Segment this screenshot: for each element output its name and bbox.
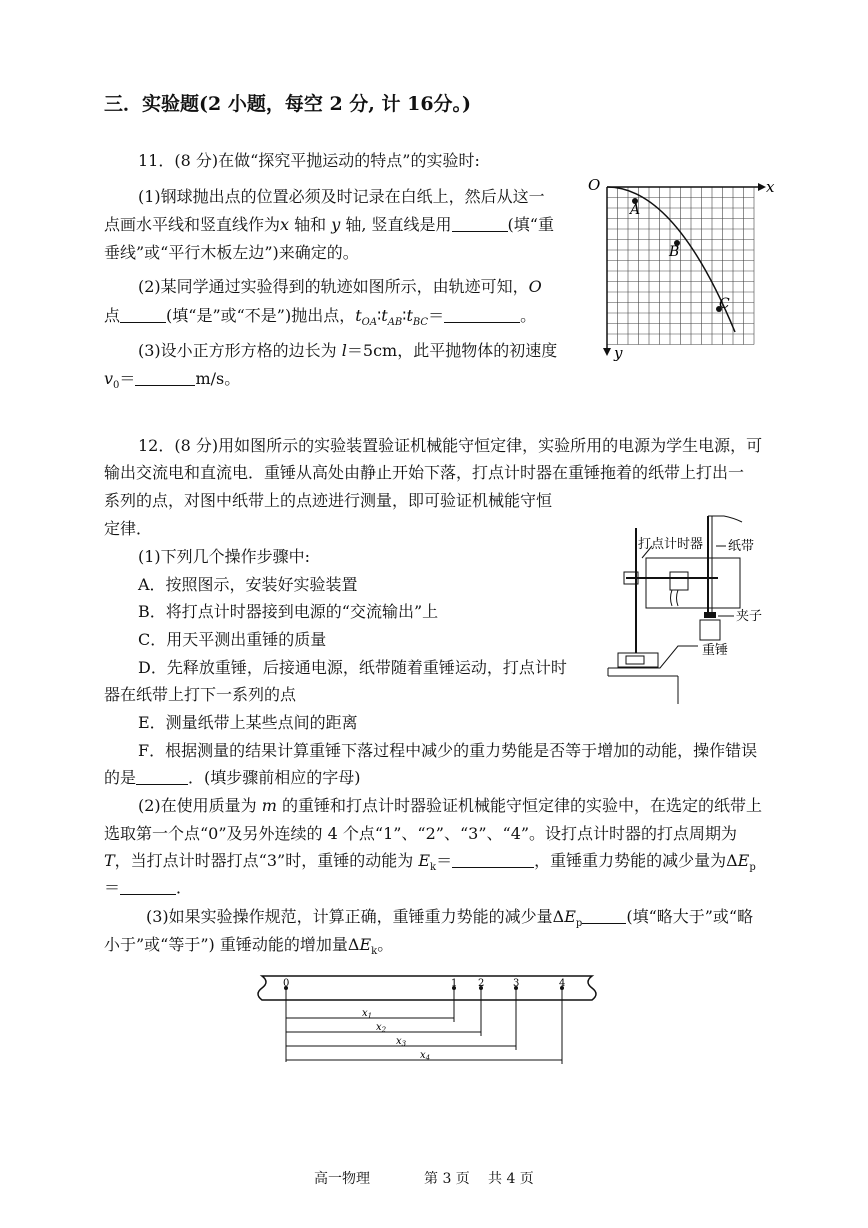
dim-label-x1: $x_1$ [362,1008,373,1020]
var-E: E [359,935,372,954]
dim-label-x3: $x_3$ [396,1036,407,1048]
q11-p2-line1 [138,276,542,298]
q12-step-A: A．按照图示，安装好实验装置 [138,575,358,594]
text: ，重锤重力势能的减少量为Δ [534,851,738,870]
q12-step-F1: F．根据测量的结果计算重锤下落过程中减少的重力势能是否等于增加的动能，操作错误 [138,741,758,760]
text: ，当打点计时器打点“3”时，重锤的动能为 [114,851,419,870]
tape-label-1: 1 [451,978,458,989]
q11-p3-line2 [104,368,240,397]
q12-step-C: C．用天平测出重锤的质量 [138,630,327,649]
q12-p2-line2: 选取第一个点“0”及另外连续的 4 个点“1”、“2”、“3”、“4”。设打点计时器的打点周期为 [104,824,738,843]
var-E: E [418,851,430,870]
var-t: t [381,306,388,325]
var-t: t [355,306,362,325]
sub: p [575,918,583,930]
paper-tape-figure [248,970,608,1070]
label-x: x [766,178,775,196]
text: ＝ [428,306,445,325]
label-tape: 纸带 [728,539,755,554]
trajectory-graph [580,170,780,365]
q12-p3-line1 [146,906,753,935]
answer-blank[interactable] [135,369,195,386]
text: (2)某同学通过实验得到的轨迹如图所示，由轨迹可知， [138,277,529,296]
text: (填“是”或“不是”)抛出点， [166,306,356,325]
answer-blank[interactable] [136,768,188,785]
text: ＝ [104,878,121,897]
var-E: E [564,907,576,926]
q12-step-F2 [104,767,361,789]
text: ．(填步骤前相应的字母) [188,768,361,787]
var-l: l [341,341,347,360]
tape-label-3: 3 [513,978,520,989]
text: ＝ [436,851,453,870]
footer-subject: 高一物理 [314,1171,370,1187]
text: 点画水平线和竖直线作为 [104,215,281,234]
text: 。 [377,935,394,954]
tape-outline [258,976,596,1000]
var-O: O [528,277,542,296]
label-C: C [719,296,730,312]
q12-p2-line1 [138,795,762,817]
q11-p1-line3: 垂线”或“平行木板左边”)来确定的。 [104,243,359,262]
q12-line4: 定律． [104,519,153,538]
text: 的重锤和打点计时器验证机械能守恒定律的实验中，在选定的纸带上 [276,796,763,815]
timer-wires [671,590,679,606]
y-arrow [603,348,611,356]
sub: k [430,862,437,874]
sub: BC [412,317,429,329]
text: 轴, 竖直线是用 [340,215,452,234]
q12-step-intro: (1)下列几个操作步骤中: [138,547,311,566]
var-y: y [331,215,341,234]
q12-p3-line2 [104,934,393,963]
text: m/s。 [195,369,241,388]
sub: p [749,862,756,874]
x-arrow [758,183,766,191]
sub: k [371,946,378,958]
clip [704,612,716,618]
text: 。 [520,306,537,325]
weight [700,620,720,640]
label-y: y [614,344,623,362]
var-E: E [737,851,750,870]
var-T: T [104,851,115,870]
label-O: O [588,176,601,194]
text: ． [176,878,193,897]
hand [708,516,742,522]
q11-stem: 11．(8 分)在做“探究平抛运动的特点”的实验时: [138,151,480,170]
q12-step-D1: D．先释放重锤，后接通电源，纸带随着重锤运动，打点计时 [138,658,567,677]
text: ∶ [402,306,407,325]
timer-body [646,558,740,608]
answer-blank[interactable] [120,878,176,895]
q12-line1: 12．(8 分)用如图所示的实验装置验证机械能守恒定律，实验所用的电源为学生电源，可 [138,436,763,455]
q12-step-B: B．将打点计时器接到电源的“交流输出”上 [138,602,439,621]
var-m: m [261,796,277,815]
sub: OA [361,317,378,329]
text: (2)在使用质量为 [138,796,262,815]
text: ∶ [377,306,382,325]
base-block [626,656,644,664]
answer-blank[interactable] [452,215,508,232]
q11-p1-line2 [104,214,554,236]
q12-line3: 系列的点，对图中纸带上的点迹进行测量，即可验证机械能守恒 [104,491,553,510]
answer-blank[interactable] [444,306,520,323]
sub: AB [387,317,403,329]
text: (3)如果实验操作规范，计算正确，重锤重力势能的减少量Δ [146,907,565,926]
answer-blank[interactable] [452,851,534,868]
q12-step-D2: 器在纸带上打下一系列的点 [104,685,297,704]
answer-blank[interactable] [582,907,626,924]
label-clip: 夹子 [736,609,763,624]
text: 轴和 [289,215,332,234]
q11-p3-line1 [138,340,557,362]
tape-label-0: 0 [283,978,290,989]
table-top [608,646,698,668]
sub: 0 [113,380,120,392]
apparatus-figure [600,508,790,708]
section-title: 三．实验题(2 小题，每空 2 分, 计 16分。) [104,93,472,115]
tape-label-4: 4 [559,978,566,989]
stand-base [618,653,658,667]
dim-label-x4: $x_4$ [420,1050,431,1062]
answer-blank[interactable] [120,306,166,323]
text: ＝ [119,369,136,388]
text: (填“略大于”或“略 [626,907,754,926]
label-weight: 重锤 [702,643,729,658]
text: ＝5cm，此平抛物体的初速度 [346,341,558,360]
text: 的是 [104,768,137,787]
var-t: t [406,306,413,325]
label-timer: 打点计时器 [638,537,704,552]
text: 点 [104,306,121,325]
footer-page: 第 3 页 [424,1171,470,1187]
tape-label-2: 2 [478,978,485,989]
var-v: v [104,369,114,388]
text: 小于”或“等于”) 重锤动能的增加量Δ [104,935,360,954]
q12-p2-line4 [104,877,192,899]
footer-total: 共 4 页 [488,1171,534,1187]
label-B: B [669,244,680,260]
timer-coil [670,572,688,590]
q11-p2-line2 [104,305,536,334]
var-x: x [280,215,290,234]
q12-step-E: E．测量纸带上某些点间的距离 [138,713,358,732]
q12-p2-line3 [104,850,756,879]
text: (填“重 [507,215,554,234]
q12-line2: 输出交流电和直流电．重锤从高处由静止开始下落，打点计时器在重锤拖着的纸带上打出一 [104,463,745,482]
q11-p1-line1: (1)钢球抛出点的位置必须及时记录在白纸上，然后从这一 [138,187,545,206]
text: (3)设小正方形方格的边长为 [138,341,342,360]
dim-label-x2: $x_2$ [376,1022,387,1034]
label-A: A [630,202,641,218]
